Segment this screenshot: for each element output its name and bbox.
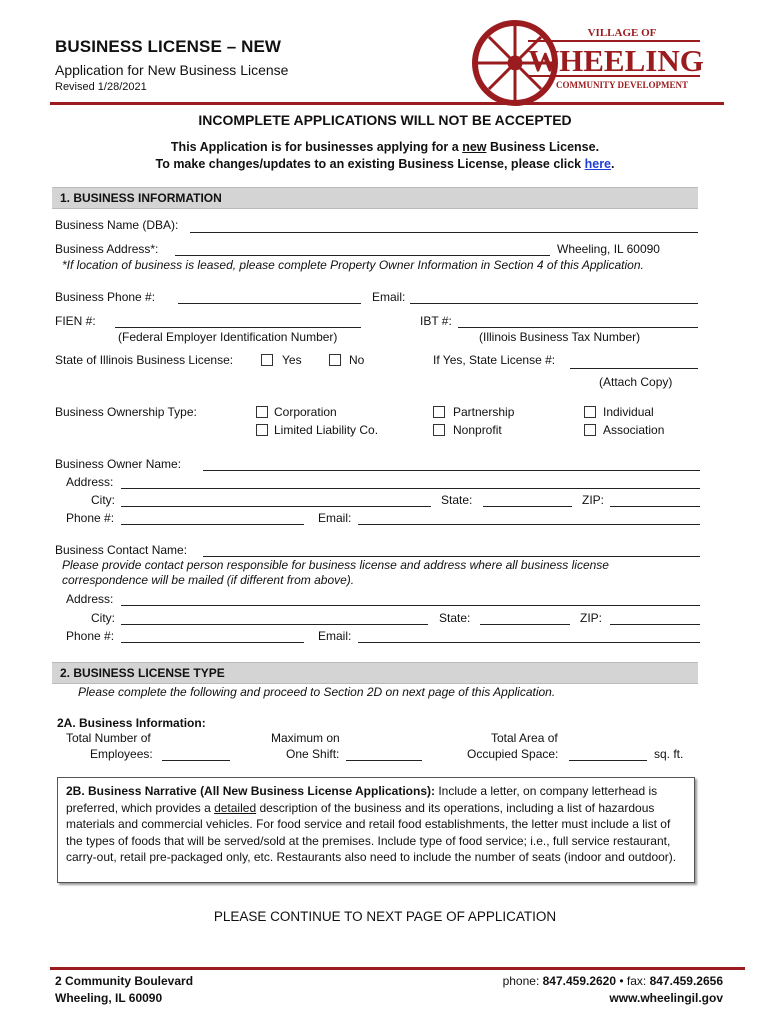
logo-top-text: VILLAGE OF (587, 27, 657, 39)
owner-zip-label: ZIP: (582, 493, 605, 507)
contact-email-field[interactable] (358, 642, 700, 643)
contact-city-field[interactable] (121, 624, 428, 625)
continue-notice: PLEASE CONTINUE TO NEXT PAGE OF APPLICATION (213, 909, 557, 924)
contact-email-label: Email: (318, 629, 352, 643)
business-address-label: Business Address*: (55, 242, 159, 256)
owner-state-label: State: (441, 493, 473, 507)
contact-address-label: Address: (66, 592, 114, 606)
yes-label: Yes (282, 353, 302, 367)
contact-city-label: City: (91, 611, 115, 625)
business-narrative-text: 2B. Business Narrative (All New Business License Applications): Include a letter, on company letterhead is preferred, which provides a detailed description of the business and its operations, including a list of hazardous materials and commercial vehicles. For food service and retail food establishments, the letter must include a list of the types of foods that will be served/sold at the premises. Include type of food service; i.e., full service restaurant, carry-out, retail pre-packaged only, etc. Restaurants also need to include the number of seats (indoor and outdoor). (66, 784, 677, 864)
contact-name-field[interactable] (203, 556, 700, 557)
contact-phone-label: Phone #: (66, 629, 115, 643)
contact-state-label: State: (439, 611, 471, 625)
association-label: Association (603, 423, 665, 437)
business-email-field[interactable] (410, 303, 698, 304)
ibt-field[interactable] (458, 327, 698, 328)
attach-copy-note: (Attach Copy) (599, 375, 673, 389)
footer-address-2: Wheeling, IL 60090 (55, 991, 163, 1005)
owner-name-field[interactable] (203, 470, 700, 471)
leased-note: *If location of business is leased, please complete Property Owner Information in Section 4 of this Application. (62, 258, 644, 272)
employees-label-1: Total Number of (66, 731, 151, 745)
footer-contact: phone: 847.459.2620 • fax: 847.459.2656 (502, 974, 723, 988)
logo-main-text: WHEELING (528, 43, 704, 78)
section-2a-title: 2A. Business Information: (57, 716, 206, 730)
owner-city-label: City: (91, 493, 115, 507)
header-rule (50, 102, 724, 105)
business-email-label: Email: (372, 290, 406, 304)
no-label: No (349, 353, 365, 367)
partnership-label: Partnership (453, 405, 515, 419)
footer-address-1: 2 Community Boulevard (55, 974, 194, 988)
incomplete-warning: INCOMPLETE APPLICATIONS WILL NOT BE ACCEPTED (198, 112, 572, 128)
contact-phone-field[interactable] (121, 642, 304, 643)
max-shift-label-2: One Shift: (286, 747, 340, 761)
employees-label-2: Employees: (90, 747, 153, 761)
owner-state-field[interactable] (483, 506, 572, 507)
page-title: BUSINESS LICENSE – NEW (55, 37, 282, 56)
area-label-1: Total Area of (491, 731, 558, 745)
intro-line-1: This Application is for businesses applying for a new Business License. (170, 140, 600, 154)
business-address-field[interactable] (175, 255, 550, 256)
ibt-caption: (Illinois Business Tax Number) (479, 330, 641, 344)
partnership-checkbox[interactable] (433, 406, 445, 418)
fien-caption: (Federal Employer Identification Number) (118, 330, 338, 344)
owner-address-field[interactable] (121, 488, 700, 489)
llc-checkbox[interactable] (256, 424, 268, 436)
owner-email-field[interactable] (358, 524, 700, 525)
business-narrative-box (57, 777, 695, 883)
area-label-2: Occupied Space: (467, 747, 559, 761)
business-phone-label: Business Phone #: (55, 290, 156, 304)
footer-rule (50, 967, 745, 970)
employees-field[interactable] (162, 760, 230, 761)
owner-address-label: Address: (66, 475, 114, 489)
fien-label: FIEN #: (55, 314, 96, 328)
section-2-header: 2. BUSINESS LICENSE TYPE (52, 662, 698, 684)
owner-phone-field[interactable] (121, 524, 304, 525)
owner-zip-field[interactable] (610, 506, 700, 507)
intro-line-2: To make changes/updates to an existing Business License, please click here. (155, 157, 615, 171)
footer-website[interactable]: www.wheelingil.gov (609, 991, 723, 1005)
business-phone-field[interactable] (178, 303, 361, 304)
state-license-yes-checkbox[interactable] (261, 354, 273, 366)
area-field[interactable] (569, 760, 647, 761)
max-shift-field[interactable] (346, 760, 422, 761)
nonprofit-checkbox[interactable] (433, 424, 445, 436)
contact-note-2: correspondence will be mailed (if different from above). (62, 573, 355, 587)
fien-field[interactable] (115, 327, 361, 328)
contact-address-field[interactable] (121, 605, 700, 606)
corporation-checkbox[interactable] (256, 406, 268, 418)
owner-city-field[interactable] (121, 506, 431, 507)
ownership-type-label: Business Ownership Type: (55, 405, 197, 419)
state-license-number-field[interactable] (570, 368, 698, 369)
business-name-field[interactable] (190, 232, 698, 233)
contact-zip-label: ZIP: (580, 611, 603, 625)
contact-zip-field[interactable] (610, 624, 700, 625)
state-license-no-checkbox[interactable] (329, 354, 341, 366)
max-shift-label-1: Maximum on (271, 731, 340, 745)
llc-label: Limited Liability Co. (274, 423, 379, 437)
ibt-label: IBT #: (420, 314, 452, 328)
contact-note-1: Please provide contact person responsible for business license and address where all business license (62, 558, 609, 572)
owner-phone-label: Phone #: (66, 511, 115, 525)
contact-state-field[interactable] (480, 624, 570, 625)
page-subtitle: Application for New Business License (55, 62, 289, 78)
revision-date: Revised 1/28/2021 (55, 81, 147, 93)
state-license-label: State of Illinois Business License: (55, 353, 234, 367)
village-logo (470, 18, 705, 108)
business-name-label: Business Name (DBA): (55, 218, 179, 232)
business-city-state: Wheeling, IL 60090 (557, 242, 660, 256)
owner-name-label: Business Owner Name: (55, 457, 182, 471)
section-2-instructions: Please complete the following and proceed to Section 2D on next page of this Application. (78, 685, 556, 699)
nonprofit-label: Nonprofit (453, 423, 502, 437)
here-link[interactable]: here (584, 157, 612, 171)
section-1-header: 1. BUSINESS INFORMATION (52, 187, 698, 209)
individual-checkbox[interactable] (584, 406, 596, 418)
owner-email-label: Email: (318, 511, 352, 525)
corporation-label: Corporation (274, 405, 337, 419)
association-checkbox[interactable] (584, 424, 596, 436)
contact-name-label: Business Contact Name: (55, 543, 188, 557)
individual-label: Individual (603, 405, 654, 419)
sqft-label: sq. ft. (654, 747, 684, 761)
logo-bottom-text: COMMUNITY DEVELOPMENT (556, 80, 688, 90)
state-license-number-label: If Yes, State License #: (433, 353, 556, 367)
